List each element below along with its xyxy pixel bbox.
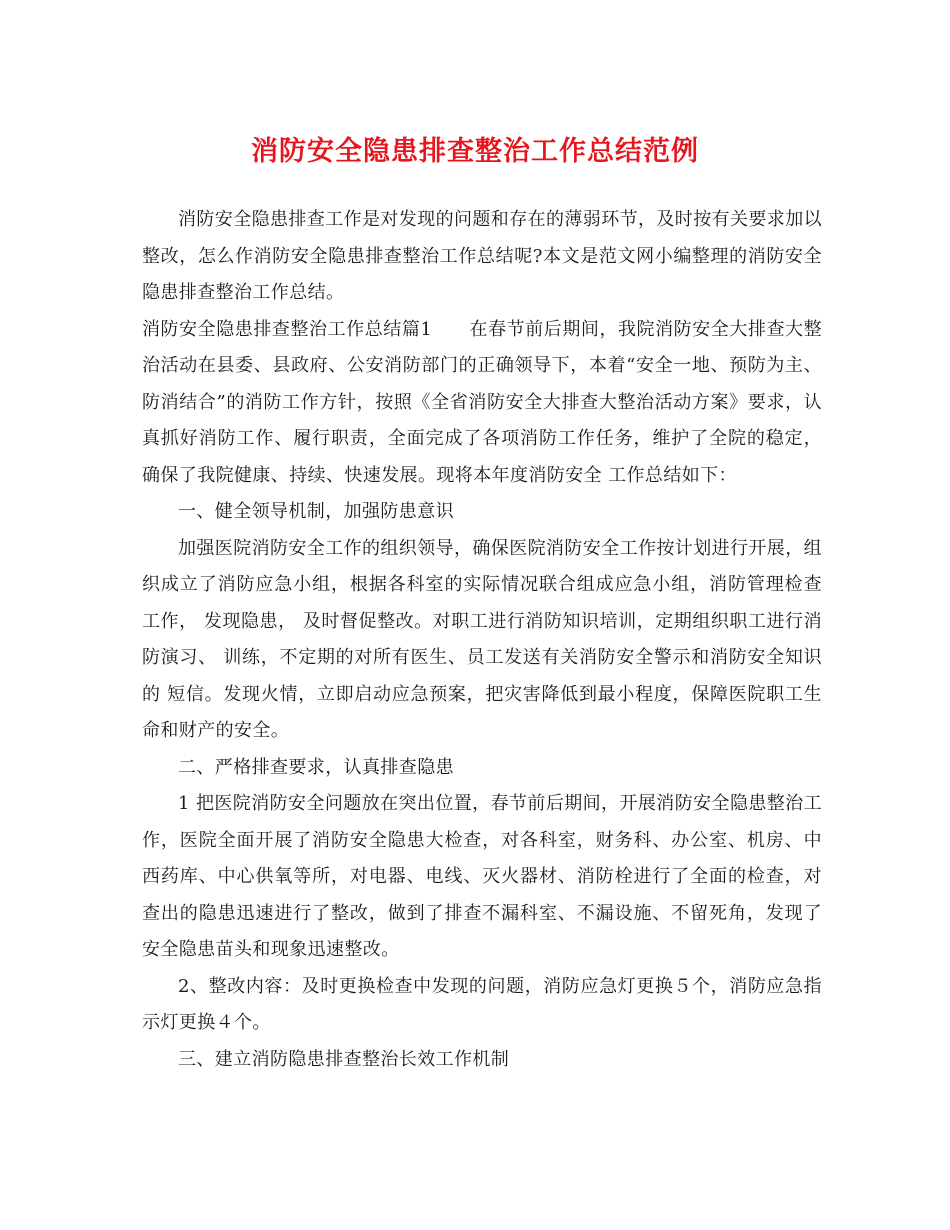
section-2-heading: 二、严格排查要求，认真排查隐患 bbox=[178, 756, 454, 778]
document-body bbox=[142, 202, 822, 1078]
section-1-paragraph: 加强医院消防安全工作的组织领导，确保医院消防安全工作按计划进行开展，组织成立了消防应急小组，根据各科室的实际情况联合组成应急小组，消防管理检查工作， 发现隐患， 及时督促整改。对职工进行消防知识培训，定期组织职工进行消防演习、 训练，不定期的对所有医生、员工发送有关消防安全警示和消防安全知识的 短信。发现火情，立即启动应急预案，把灾害降低到最小程度，保障医院职工生命和财产的安全。 bbox=[142, 537, 822, 741]
intro-paragraph: 消防安全隐患排查工作是对发现的问题和存在的薄弱环节，及时按有关要求加以整改，怎么作消防安全隐患排查整治工作总结呢?本文是范文网小编整理的消防安全隐患排查整治工作总结。 bbox=[142, 209, 822, 303]
article-1-paragraph: 消防安全隐患排查整治工作总结篇1 在春节前后期间，我院消防安全大排查大整治活动在县委、县政府、公安消防部门的正确领导下，本着“安全一地、预防为主、防消结合”的消防工作方针，按照《全省消防安全大排查大整治活动方案》要求，认真抓好消防工作、履行职责，全面完成了各项消防工作任务，维护了全院的稳定，确保了我院健康、持续、快速发展。现将本年度消防安全 工作总结如下： bbox=[142, 318, 822, 486]
section-3-heading: 三、建立消防隐患排查整治长效工作机制 bbox=[178, 1048, 510, 1070]
section-2-item-2: 2、整改内容：及时更换检查中发现的问题，消防应急灯更换５个，消防应急指示灯更换４个。 bbox=[142, 975, 822, 1033]
document-title: 消防安全隐患排查整治工作总结范例 bbox=[251, 136, 699, 167]
section-2-item-1: 1 把医院消防安全问题放在突出位置，春节前后期间，开展消防安全隐患整治工作，医院全面开展了消防安全隐患大检查，对各科室，财务科、办公室、机房、中西药库、中心供氧等所，对电器、电线、灭火器材、消防栓进行了全面的检查，对查出的隐患迅速进行了整改，做到了排查不漏科室、不漏设施、不留死角，发现了安全隐患苗头和现象迅速整改。 bbox=[142, 793, 822, 960]
section-1-heading: 一、健全领导机制，加强防患意识 bbox=[178, 501, 454, 522]
